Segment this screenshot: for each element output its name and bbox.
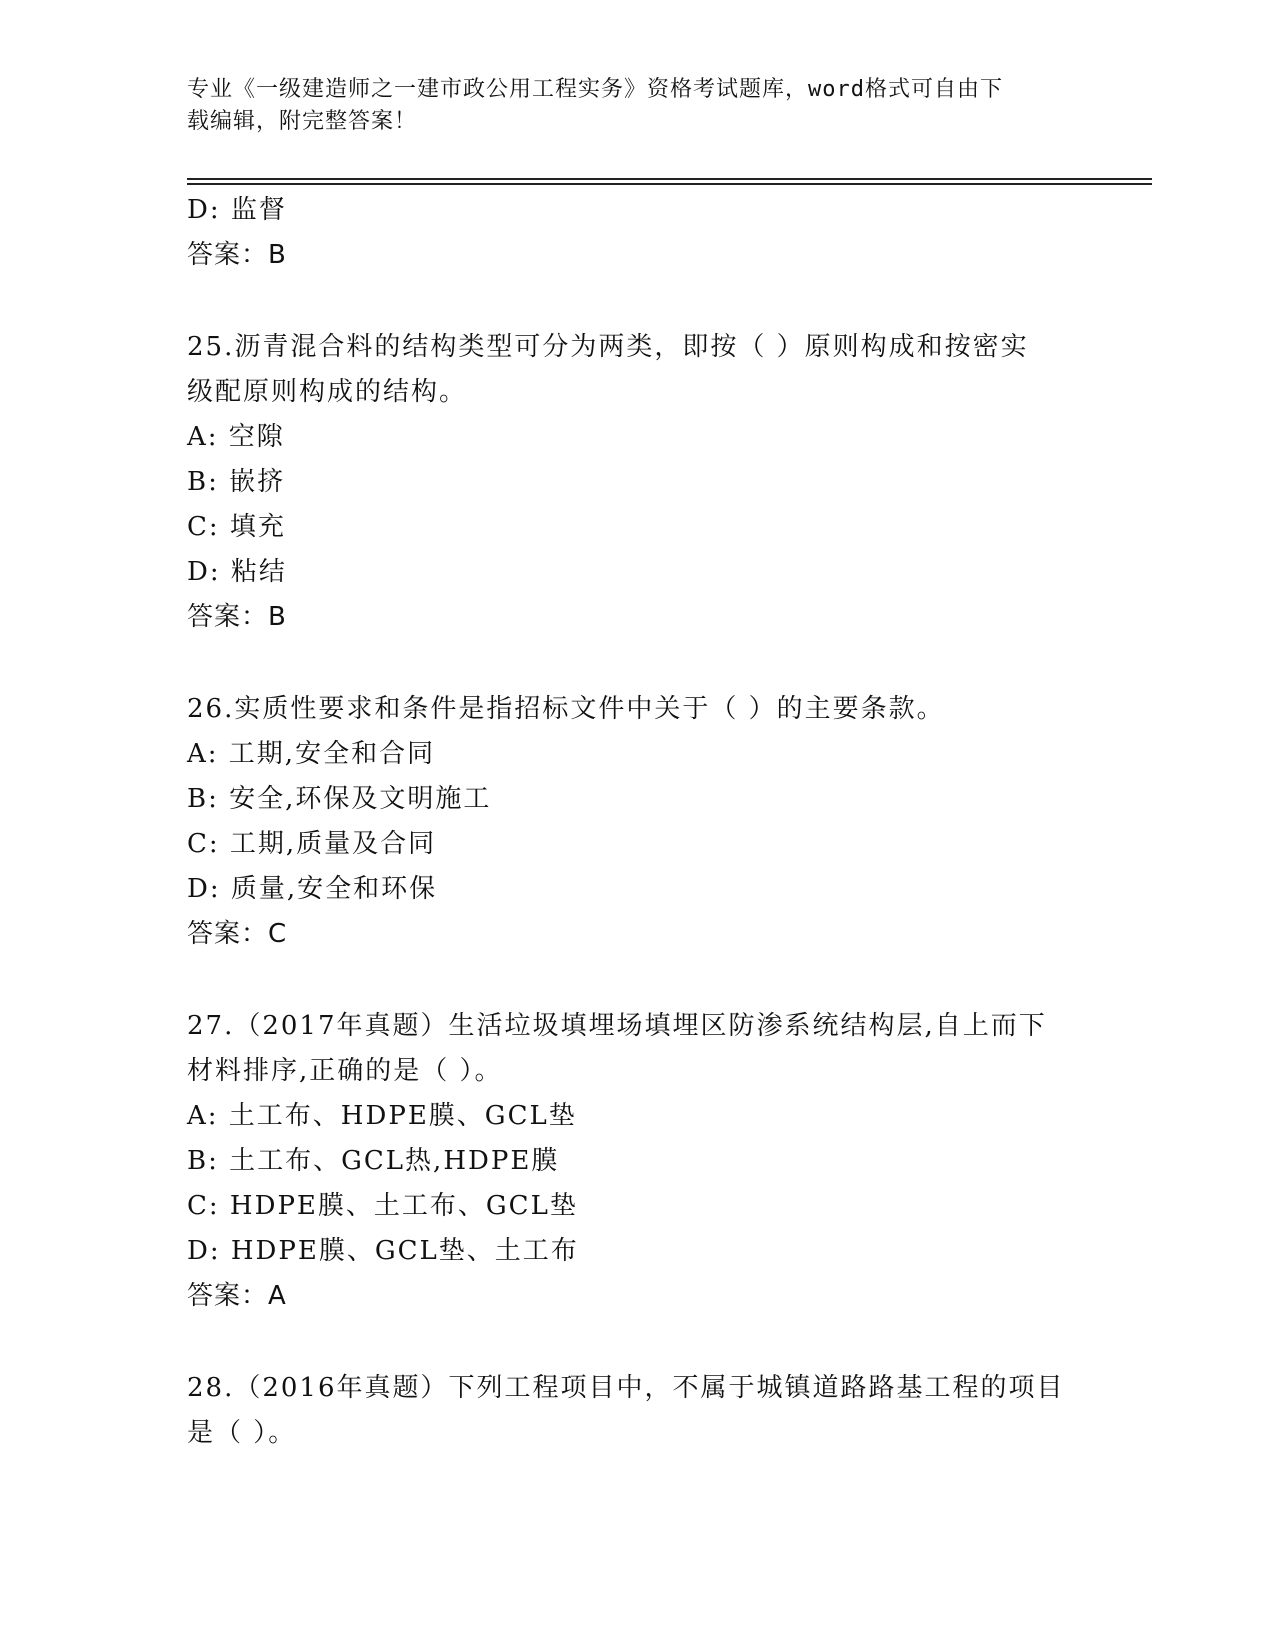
- option-c: C: 工期,质量及合同: [187, 829, 437, 859]
- header-line-2: 载编辑，附完整答案！: [187, 109, 418, 134]
- question-block-25: [187, 325, 1087, 640]
- option-a: A: 空隙: [187, 422, 285, 452]
- question-text: 级配原则构成的结构。: [187, 377, 468, 407]
- option-d: D: 监督: [187, 195, 287, 225]
- question-text: 26.实质性要求和条件是指招标文件中关于（ ）的主要条款。: [187, 694, 945, 724]
- option-a: A: 工期,安全和合同: [187, 739, 436, 769]
- option-a: A: 土工布、HDPE膜、GCL垫: [187, 1101, 577, 1131]
- question-text: 28.（2016年真题）下列工程项目中，不属于城镇道路路基工程的项目: [187, 1373, 1065, 1403]
- option-d: D: 粘结: [187, 557, 287, 587]
- question-block-27: [187, 1004, 1087, 1319]
- spacer: [187, 1319, 1087, 1366]
- question-block-28: [187, 1366, 1087, 1456]
- question-block-26: [187, 687, 1087, 957]
- spacer: [187, 640, 1087, 687]
- question-text: 材料排序,正确的是（ ）。: [187, 1056, 503, 1086]
- question-block-24: [187, 188, 1087, 278]
- header-divider-bottom: [187, 183, 1152, 185]
- option-c: C: HDPE膜、土工布、GCL垫: [187, 1191, 578, 1221]
- spacer: [187, 957, 1087, 1004]
- document-header: [187, 74, 1067, 138]
- option-d: D: HDPE膜、GCL垫、土工布: [187, 1236, 579, 1266]
- question-text: 25.沥青混合料的结构类型可分为两类，即按（ ）原则构成和按密实: [187, 332, 1029, 362]
- answer: 答案：A: [187, 1281, 287, 1311]
- spacer: [187, 278, 1087, 325]
- option-b: B: 土工布、GCL热,HDPE膜: [187, 1146, 560, 1176]
- header-line-1: 专业《一级建造师之一建市政公用工程实务》资格考试题库，word格式可自由下: [187, 77, 1003, 102]
- header-divider-top: [187, 178, 1152, 180]
- answer: 答案：C: [187, 919, 288, 949]
- question-list: [187, 188, 1087, 1456]
- answer: 答案：B: [187, 602, 287, 632]
- question-text: 是（ ）。: [187, 1418, 297, 1448]
- option-d: D: 质量,安全和环保: [187, 874, 438, 904]
- option-b: B: 安全,环保及文明施工: [187, 784, 492, 814]
- option-b: B: 嵌挤: [187, 467, 286, 497]
- option-c: C: 填充: [187, 512, 286, 542]
- answer: 答案：B: [187, 240, 287, 270]
- question-text: 27.（2017年真题）生活垃圾填埋场填埋区防渗系统结构层,自上而下: [187, 1011, 1047, 1041]
